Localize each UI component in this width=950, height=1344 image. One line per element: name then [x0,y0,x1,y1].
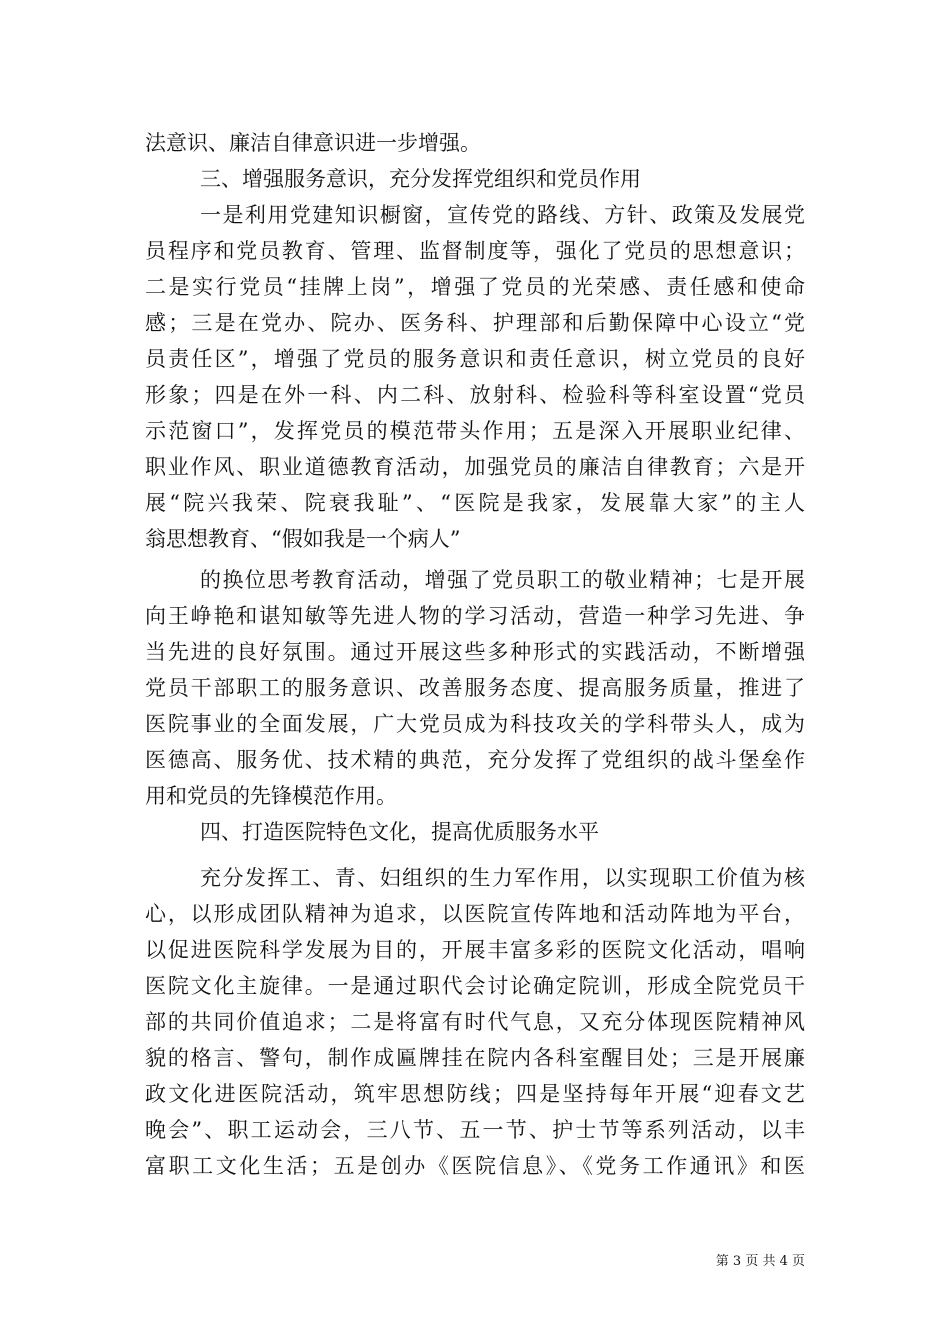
text-line: 员程序和党员教育、管理、监督制度等，强化了党员的思想意识； [145,239,805,263]
text-line: 用和党员的先锋模范作用。 [145,784,397,808]
page-number: 第 3 页 共 4 页 [715,1254,805,1269]
section-heading-4: 四、打造医院特色文化，提高优质服务水平 [200,820,599,844]
text-line: 部的共同价值追求；二是将富有时代气息，又充分体现医院精神风 [145,1010,805,1034]
text-line: 以促进医院科学发展为目的，开展丰富多彩的医院文化活动，唱响 [145,938,805,962]
text-line: 党员干部职工的服务意识、改善服务态度、提高服务质量，推进了 [145,676,805,700]
text-line: 富职工文化生活；五是创办《医院信息》、《党务工作通讯》和医 [145,1154,805,1178]
text-line: 一是利用党建知识橱窗，宣传党的路线、方针、政策及发展党 [200,203,805,227]
text-line: 翁思想教育、“假如我是一个病人” [145,527,461,551]
text-line: 心，以形成团队精神为追求，以医院宣传阵地和活动阵地为平台， [145,902,805,926]
text-line: 向王峥艳和谌知敏等先进人物的学习活动，营造一种学习先进、争 [145,604,805,628]
text-line: 示范窗口”，发挥党员的模范带头作用；五是深入开展职业纪律、 [145,419,805,443]
text-line: 形象；四是在外一科、内二科、放射科、检验科等科室设置“党员 [145,383,805,407]
text-line: 医院事业的全面发展，广大党员成为科技攻关的学科带头人，成为 [145,712,805,736]
text-line: 二是实行党员“挂牌上岗”，增强了党员的光荣感、责任感和使命 [145,275,805,299]
text-line: 感；三是在党办、院办、医务科、护理部和后勤保障中心设立“党 [145,311,805,335]
text-line: 当先进的良好氛围。通过开展这些多种形式的实践活动，不断增强 [145,640,805,664]
text-line: 医德高、服务优、技术精的典范，充分发挥了党组织的战斗堡垒作 [145,748,805,772]
section-heading-3: 三、增强服务意识，充分发挥党组织和党员作用 [200,167,641,191]
text-line: 晚会”、职工运动会，三八节、五一节、护士节等系列活动，以丰 [145,1118,805,1142]
text-line: 充分发挥工、青、妇组织的生力军作用，以实现职工价值为核 [200,866,805,890]
text-line: 的换位思考教育活动，增强了党员职工的敬业精神；七是开展 [200,568,805,592]
text-line: 员责任区”，增强了党员的服务意识和责任意识，树立党员的良好 [145,347,805,371]
text-line: 医院文化主旋律。一是通过职代会讨论确定院训，形成全院党员干 [145,974,805,998]
text-line: 貌的格言、警句，制作成匾牌挂在院内各科室醒目处；三是开展廉 [145,1046,805,1070]
text-line: 法意识、廉洁自律意识进一步增强。 [145,131,481,155]
text-line: 政文化进医院活动，筑牢思想防线；四是坚持每年开展“迎春文艺 [145,1082,805,1106]
text-line: 展“院兴我荣、院衰我耻”、“医院是我家，发展靠大家”的主人 [145,491,805,515]
text-line: 职业作风、职业道德教育活动，加强党员的廉洁自律教育；六是开 [145,455,805,479]
